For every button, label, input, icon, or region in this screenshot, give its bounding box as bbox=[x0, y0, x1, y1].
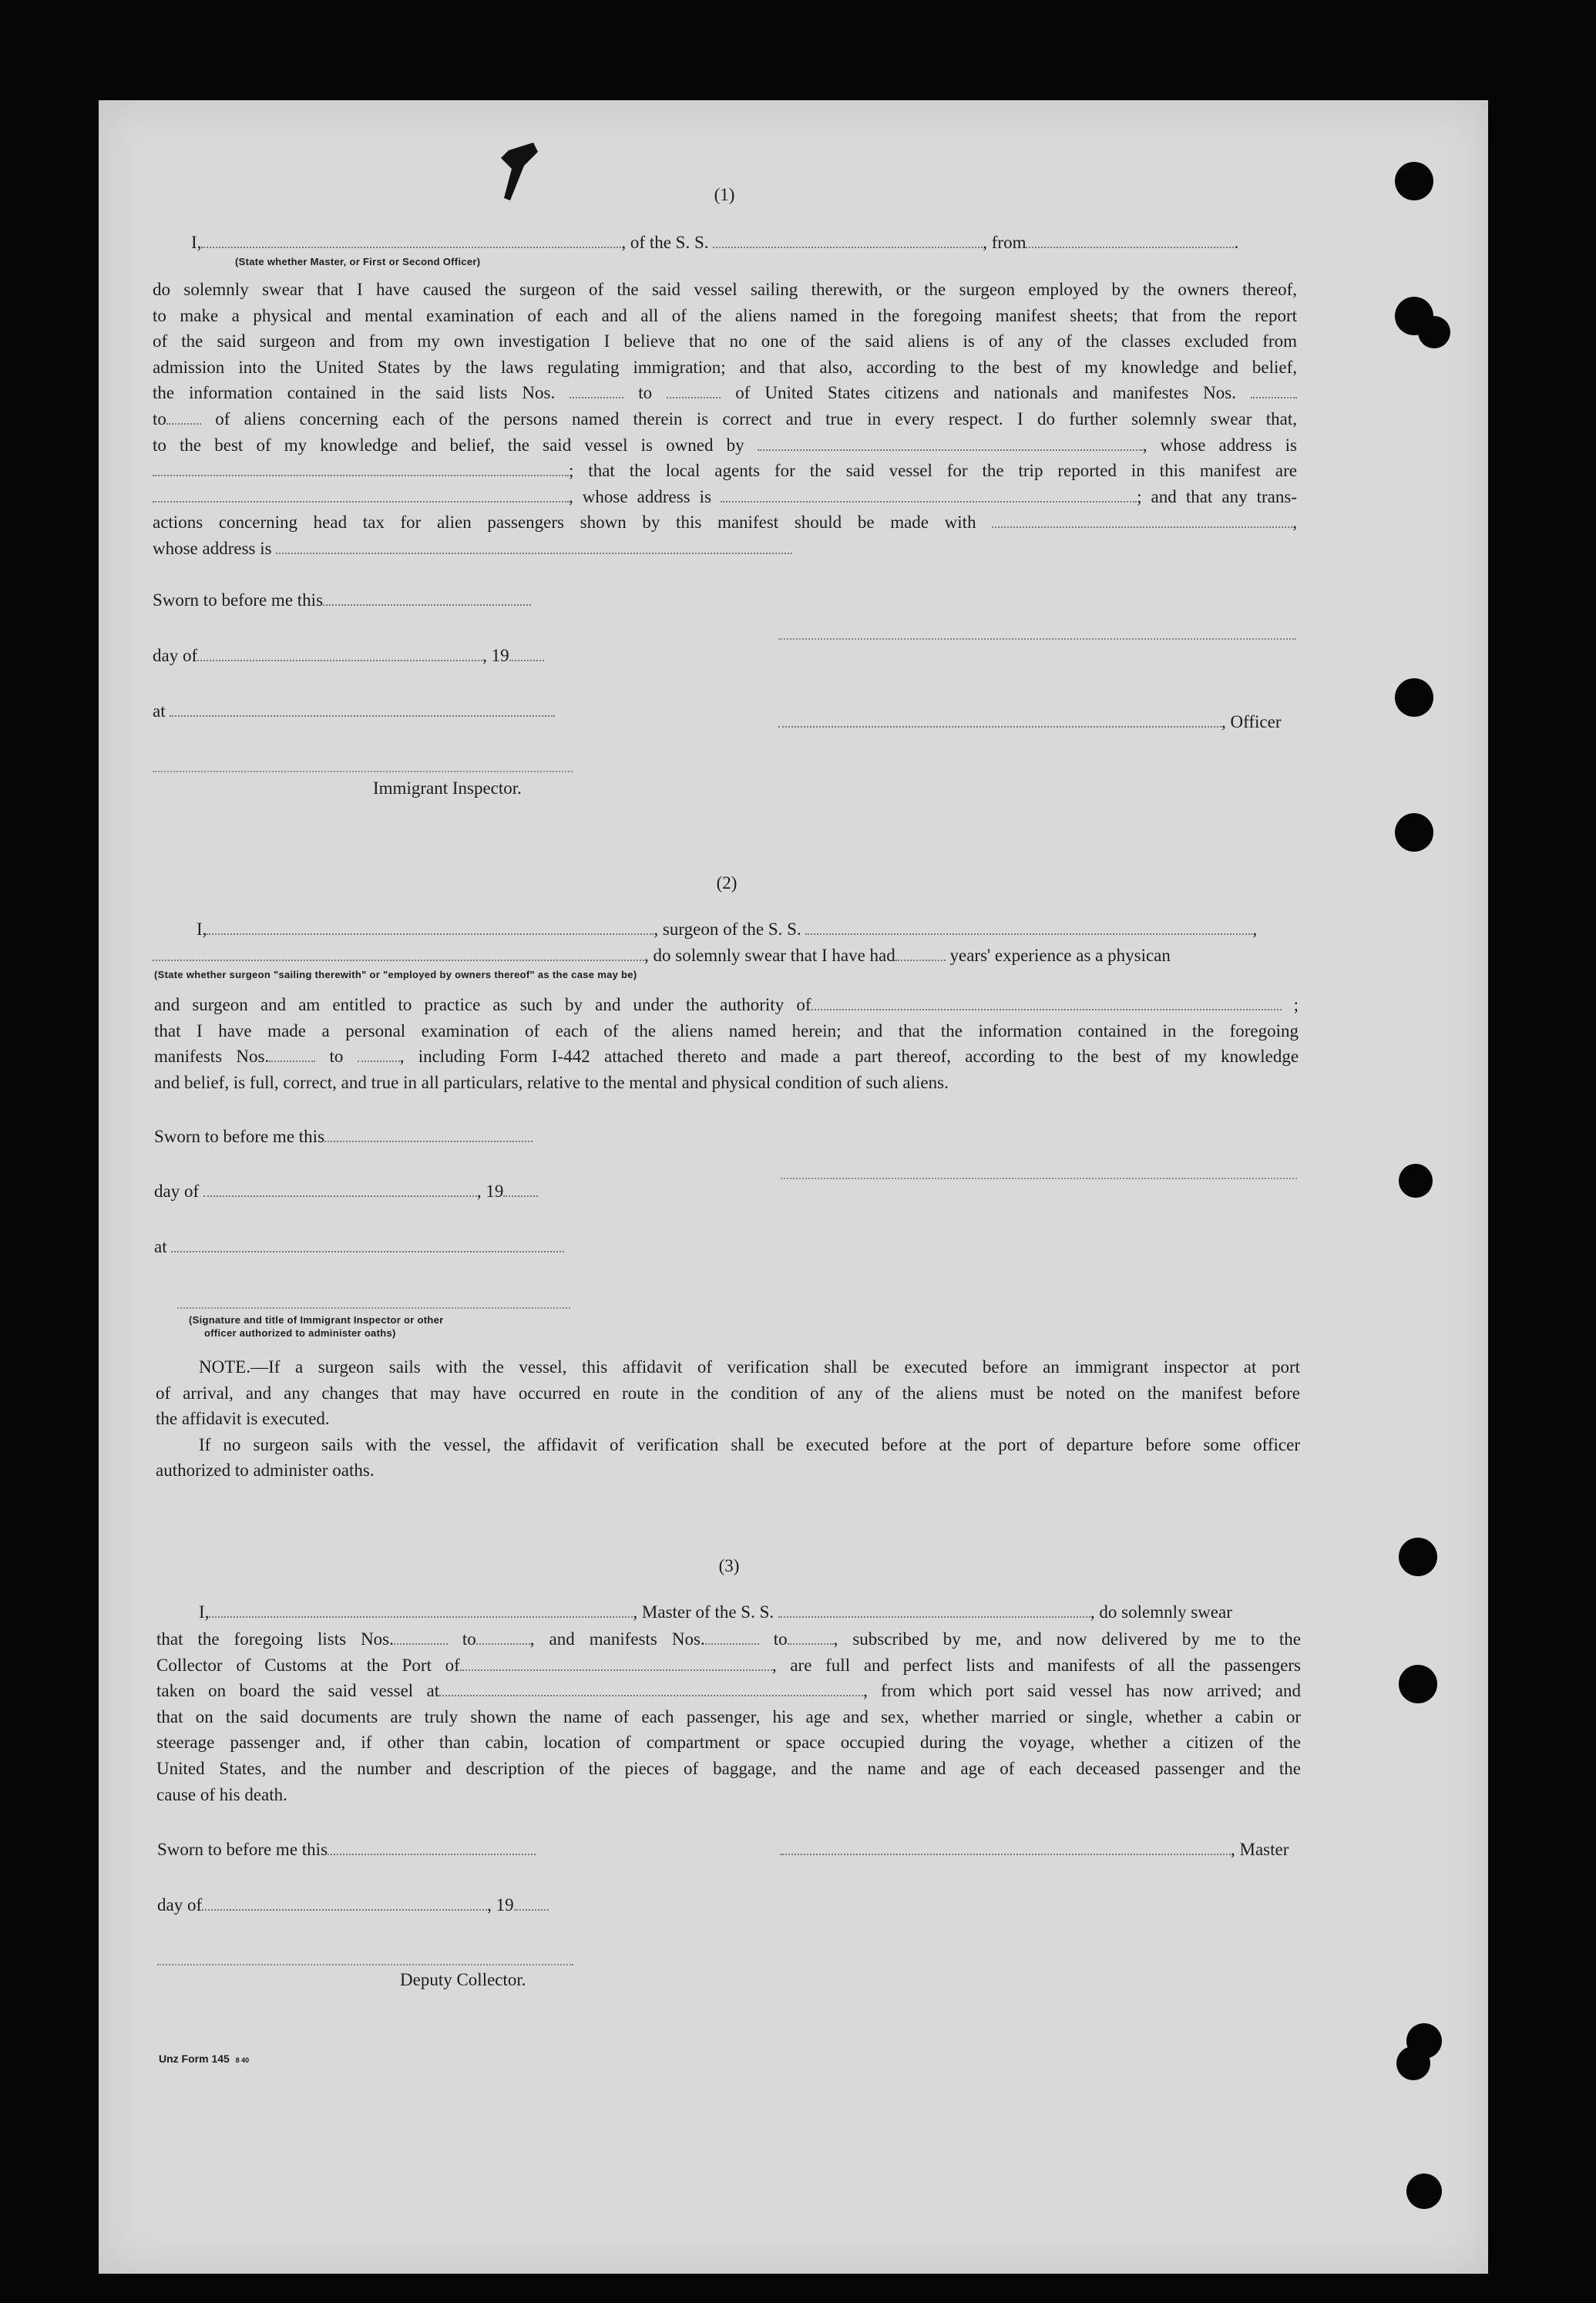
section-number: (3) bbox=[718, 1556, 740, 1575]
punch-hole bbox=[1395, 813, 1433, 852]
note-line: If no surgeon sails with the vessel, the affidavit of verification shall be executed before at the port of departure before some officer bbox=[199, 1434, 1300, 1454]
section1-body bbox=[153, 277, 1297, 562]
body-line: that on the said documents are truly shown the name of each passenger, his age and sex, whether married or single, whether a cabin or bbox=[156, 1706, 1301, 1726]
note-line: authorized to administer oaths. bbox=[156, 1461, 375, 1481]
signature-line[interactable] bbox=[153, 771, 573, 772]
sworn-label: Sworn to before me this bbox=[154, 1127, 533, 1147]
section2-line2: , do solemnly swear that I have had years' experience as a physican bbox=[153, 946, 1171, 966]
sworn-label: Sworn to before me this bbox=[157, 1840, 536, 1860]
signature-caption: (Signature and title of Immigrant Inspector or other bbox=[189, 1314, 444, 1326]
body-line: and surgeon and am entitled to practice as such by and under the authority of ; bbox=[154, 995, 1299, 1014]
section-number: (1) bbox=[714, 185, 735, 204]
body-line: that I have made a personal examination of each of the aliens named herein; and that the information contained in the foregoing bbox=[154, 1020, 1299, 1041]
body-line: to make a physical and mental examination of each and all of the aliens named in the foregoing manifest sheets; that from the report bbox=[153, 305, 1297, 325]
sworn-label: Sworn to before me this bbox=[153, 590, 531, 610]
signature-line[interactable] bbox=[177, 1307, 570, 1309]
section2-body bbox=[154, 992, 1299, 1095]
punch-hole bbox=[1418, 316, 1450, 348]
body-line: and belief, is full, correct, and true in all particulars, relative to the mental and physical condition of such aliens. bbox=[154, 1072, 949, 1092]
body-line: ; that the local agents for the said vessel for the trip reported in this manifest are bbox=[153, 458, 1297, 484]
note-text bbox=[156, 1354, 1300, 1484]
punch-hole bbox=[1395, 162, 1433, 200]
body-line: that the foregoing lists Nos. to , and manifests Nos. to , subscribed by me, and now delivered by me to the bbox=[156, 1629, 1302, 1649]
day-of-label: day of , 19 bbox=[154, 1182, 538, 1202]
body-line: whose address is bbox=[153, 536, 1297, 562]
body-line: taken on board the said vessel at , from which port said vessel has now arrived; and bbox=[156, 1681, 1301, 1701]
body-line: , whose address is ; and that any trans- bbox=[153, 484, 1297, 510]
body-line: cause of his death. bbox=[156, 1784, 287, 1804]
body-line: admission into the United States by the laws regulating immigration; and that also, according to the best of my knowledge and belief, bbox=[153, 357, 1297, 377]
note-line: NOTE.—If a surgeon sails with the vessel, this affidavit of verification shall be executed before an immigrant inspector at port bbox=[199, 1357, 1300, 1377]
punch-hole bbox=[1396, 2046, 1430, 2080]
signature-line[interactable] bbox=[778, 638, 1296, 640]
body-line: to the best of my knowledge and belief, the said vessel is owned by , whose address is bbox=[153, 435, 1297, 455]
section2-line1: I, , surgeon of the S. S. , bbox=[197, 920, 1258, 939]
body-line: United States, and the number and description of the pieces of baggage, and the name and age of each deceased passenger and the bbox=[156, 1758, 1301, 1778]
body-line: to of aliens concerning each of the persons named therein is correct and true in every respect. I do further solemnly swear that, bbox=[153, 408, 1297, 429]
signature-line[interactable] bbox=[157, 1964, 573, 1965]
punch-hole bbox=[1395, 678, 1433, 717]
inspector-label: Immigrant Inspector. bbox=[373, 778, 522, 798]
body-line: of the said surgeon and from my own investigation I believe that no one of the said aliens is of any of the classes excluded from bbox=[153, 331, 1297, 351]
section3-body bbox=[156, 1626, 1301, 1807]
day-of-label: day of , 19 bbox=[153, 646, 544, 666]
signature-line[interactable] bbox=[781, 1178, 1297, 1179]
punch-hole bbox=[1406, 2174, 1442, 2209]
ink-mark bbox=[493, 135, 547, 204]
body-line: manifests Nos. to , including Form I-442 attached thereto and made a part thereof, according to the best of my knowledge bbox=[154, 1047, 1299, 1067]
punch-hole bbox=[1399, 1164, 1433, 1198]
body-line: Collector of Customs at the Port of , are full and perfect lists and manifests of all the passengers bbox=[156, 1655, 1302, 1675]
body-line: steerage passenger and, if other than cabin, location of compartment or space occupied during the voyage, whether a citizen of the bbox=[156, 1733, 1301, 1753]
officer-label: , Officer bbox=[778, 712, 1281, 732]
section1-line1: I, , of the S. S. , from . bbox=[191, 233, 1239, 252]
master-label: , Master bbox=[780, 1840, 1289, 1860]
section1-caption: (State whether Master, or First or Second Officer) bbox=[235, 256, 481, 267]
note-line: the affidavit is executed. bbox=[156, 1409, 330, 1429]
punch-hole bbox=[1399, 1665, 1437, 1703]
form-number: Unz Form 145 8 40 bbox=[159, 2053, 250, 2065]
signature-caption: officer authorized to administer oaths) bbox=[204, 1327, 396, 1339]
section-number: (2) bbox=[716, 873, 738, 893]
day-of-label: day of , 19 bbox=[157, 1895, 549, 1915]
body-line: do solemnly swear that I have caused the surgeon of the said vessel sailing therewith, or the surgeon employed by the owners thereof, bbox=[153, 280, 1297, 299]
body-line: actions concerning head tax for alien passengers shown by this manifest should be made with , bbox=[153, 513, 1297, 533]
at-label: at bbox=[153, 701, 555, 721]
section3-line1: I, , Master of the S. S. , do solemnly swear bbox=[199, 1602, 1232, 1622]
note-line: of arrival, and any changes that may have occurred en route in the condition of any of the aliens must be noted on the manifest before bbox=[156, 1383, 1300, 1403]
body-line: the information contained in the said lists Nos. to of United States citizens and nationals and manifestes Nos. bbox=[153, 380, 1297, 406]
punch-hole bbox=[1399, 1538, 1437, 1576]
at-label: at bbox=[154, 1237, 564, 1257]
section2-caption: (State whether surgeon "sailing therewith" or "employed by owners thereof" as the case may be) bbox=[154, 969, 637, 980]
collector-label: Deputy Collector. bbox=[400, 1970, 526, 1989]
